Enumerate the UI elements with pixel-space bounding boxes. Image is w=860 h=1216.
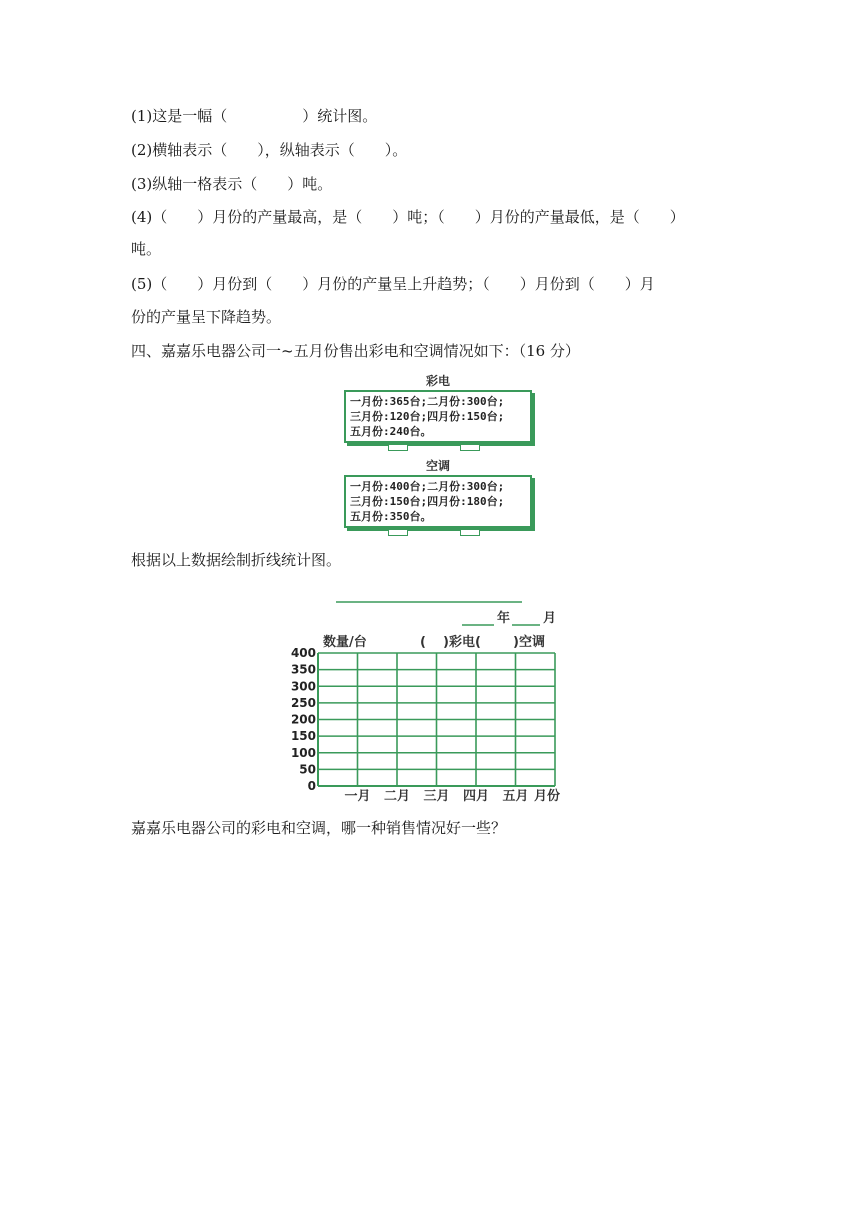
question-5: (5)（ ）月份到（ ）月份的产量呈上升趋势；（ ）月份到（ ）月 (131, 275, 655, 293)
legend-air-conditioner: )空调 (513, 635, 545, 650)
x-tick-label: 五月 (502, 789, 529, 804)
board-title-color-tv: 彩电 (425, 374, 450, 388)
section-4-heading: 四、嘉嘉乐电器公司一~五月份售出彩电和空调情况如下：（16 分） (131, 342, 580, 360)
board-row: 一月份:400台;二月份:300台; (350, 480, 505, 493)
x-tick-label: 二月 (383, 789, 411, 804)
y-tick-label: 200 (290, 712, 316, 727)
y-tick-label: 150 (290, 729, 316, 744)
air-conditioner-board (344, 459, 532, 528)
legend-color-tv: )彩电( (443, 635, 481, 650)
x-axis-label: 月份 (534, 789, 561, 804)
board-row: 三月份:150台;四月份:180台; (350, 495, 505, 508)
board-leg (388, 529, 408, 536)
x-tick-label: 一月 (344, 789, 371, 804)
y-tick-label: 250 (290, 695, 316, 710)
board-leg (460, 444, 480, 451)
x-tick-label: 三月 (423, 789, 450, 804)
board-leg (460, 529, 480, 536)
question-1: (1)这是一幅（ ）统计图。 (131, 107, 378, 125)
y-tick-label: 50 (299, 762, 316, 777)
question-2: (2)横轴表示（ ），纵轴表示（ ）。 (131, 141, 408, 159)
year-label: 年 (497, 611, 511, 626)
line-chart (0, 590, 860, 820)
y-tick-label: 100 (290, 745, 316, 760)
board-panel (344, 390, 532, 443)
month-label: 月 (543, 611, 557, 626)
y-tick-label: 350 (290, 662, 316, 677)
y-tick-label: 400 (290, 646, 316, 660)
board-row: 五月份:350台。 (350, 510, 432, 523)
board-row: 三月份:120台;四月份:150台; (350, 410, 505, 423)
y-tick-label: 0 (307, 779, 316, 793)
color-tv-board (344, 374, 532, 443)
board-title-air-conditioner: 空调 (425, 459, 450, 473)
board-leg (388, 444, 408, 451)
question-4-continued: 吨。 (131, 240, 162, 258)
question-5-continued: 份的产量呈下降趋势。 (131, 308, 282, 326)
question-4: (4)（ ）月份的产量最高，是（ ）吨；（ ）月份的产量最低，是（ ） (131, 208, 685, 226)
question-3: (3)纵轴一格表示（ ）吨。 (131, 175, 333, 193)
final-question: 嘉嘉乐电器公司的彩电和空调，哪一种销售情况好一些？ (131, 819, 507, 837)
board-panel (344, 475, 532, 528)
legend-open-paren: ( (420, 635, 426, 650)
y-tick-label: 300 (290, 679, 316, 694)
board-row: 五月份:240台。 (350, 425, 432, 438)
board-row: 一月份:365台;二月份:300台; (350, 395, 505, 408)
x-tick-label: 四月 (462, 789, 490, 804)
y-axis-label: 数量/台 (323, 635, 367, 650)
instruction: 根据以上数据绘制折线统计图。 (131, 551, 342, 569)
